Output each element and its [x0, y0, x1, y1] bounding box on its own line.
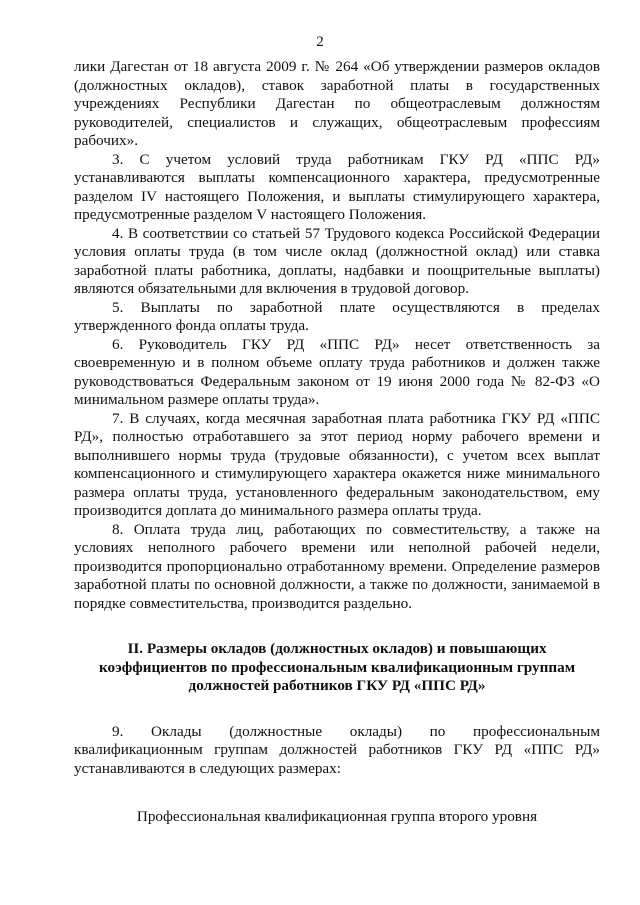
- section-heading: II. Размеры окладов (должностных окладов) и повышающих коэффициентов по профессиональным квалификационным группам должностей работников ГКУ РД «ППС РД»: [98, 640, 576, 694]
- paragraph-9-line-2: квалификационным группам должностей работников ГКУ РД «ППС РД»: [74, 741, 600, 758]
- paragraph-7: 7. В случаях, когда месячная заработная плата работника ГКУ РД «ППС РД», полностью отработавшего за этот период норму рабочего времени и выполнившего нормы труда (трудовые обязанности), с учетом всех выплат компенсационного и стимулирующего характера окажется ниже минимального размера оплаты труда, установленного федеральным законодательством, ему производится доплата до минимального размера оплаты труда.: [74, 409, 600, 519]
- page-number: 2: [316, 34, 324, 50]
- paragraph-9: [74, 723, 600, 779]
- paragraph-3: 3. С учетом условий труда работникам ГКУ РД «ППС РД» устанавливаются выплаты компенсационного характера, предусмотренные разделом IV настоящего Положения, и выплаты стимулирующего характера, предусмотренные разделом V настоящего Положения.: [74, 150, 600, 223]
- paragraph-6: 6. Руководитель ГКУ РД «ППС РД» несет ответственность за своевременную и в полном объеме оплату труда работников и должен также руководствоваться Федеральным законом от 19 июня 2000 года № 82-ФЗ «О минимальном размере оплаты труда».: [74, 335, 600, 408]
- paragraph-8: 8. Оплата труда лиц, работающих по совместительству, а также на условиях неполного рабочего времени или неполной рабочей недели, производится пропорционально отработанному времени. Определение размеров заработной платы по основной должности, а также по должности, занимаемой в порядке совместительства, производится раздельно.: [74, 520, 600, 612]
- document-body: [74, 58, 600, 827]
- paragraph-intro: лики Дагестан от 18 августа 2009 г. № 264 «Об утверждении размеров окладов (должностных окладов), ставок заработной платы в государственных учреждениях Республики Дагестан по общеотраслевым должностям руководителей, специалистов и служащих, общеотраслевым профессиям рабочих».: [74, 58, 600, 149]
- paragraph-9-line-1: 9. Оклады (должностные оклады) по профессиональным: [112, 722, 600, 740]
- paragraph-5: 5. Выплаты по заработной плате осуществляются в пределах утвержденного фонда оплаты труда.: [74, 298, 600, 334]
- paragraph-4: 4. В соответствии со статьей 57 Трудового кодекса Российской Федерации условия оплаты труда (в том числе оклад (должностной оклад) или ставка заработной платы работника, доплаты, надбавки и поощрительные выплаты) являются обязательными для включения в трудовой договор.: [74, 224, 600, 297]
- paragraph-9-line-3: устанавливаются в следующих размерах:: [74, 759, 341, 777]
- table-subheading: Профессиональная квалификационная группа второго уровня: [136, 808, 538, 825]
